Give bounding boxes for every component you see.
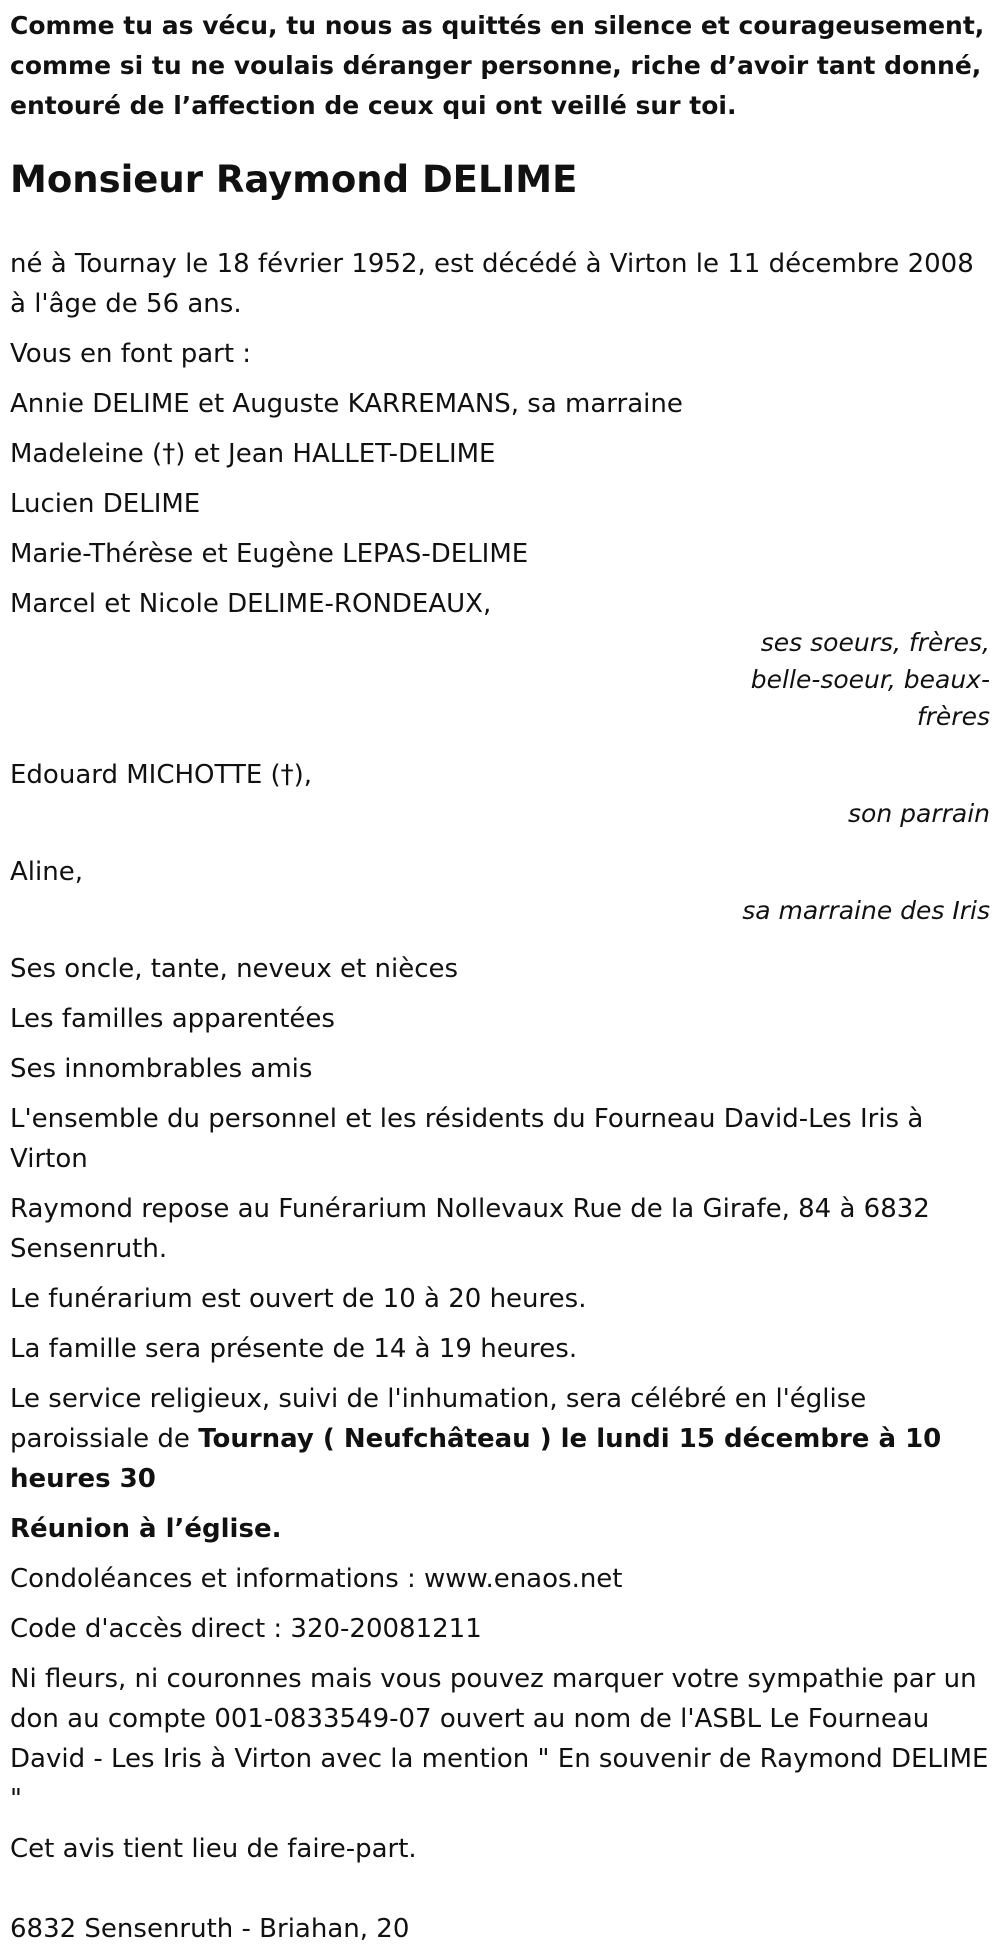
others-line-2: Les familles apparentées	[10, 1004, 335, 1034]
obituary-content	[10, 6, 990, 1949]
poem-text: Comme tu as vécu, tu nous as quittés en silence et courageusement, comme si tu ne voulais déranger personne, riche d’avoir tant donné, entouré de l’affection de ceux qui ont veillé sur toi.	[10, 11, 985, 120]
reunion-text: Réunion à l’église.	[10, 1514, 282, 1544]
aline-name: Aline,	[10, 857, 83, 887]
access-code-text: Code d'accès direct : 320-20081211	[10, 1614, 482, 1644]
aline-relation: sa marraine des Iris	[742, 896, 990, 925]
family-relation: ses soeurs, frères, belle-soeur, beaux-frères	[750, 628, 990, 731]
family-line-5: Marcel et Nicole DELIME-RONDEAUX,	[10, 589, 492, 619]
condolences-text: Condoléances et informations : www.enaos.net	[10, 1564, 623, 1594]
others-line-1: Ses oncle, tante, neveux et nièces	[10, 954, 459, 984]
others-line-6: Le funérarium est ouvert de 10 à 20 heures.	[10, 1284, 587, 1314]
deceased-name: Monsieur Raymond DELIME	[10, 158, 578, 201]
others-line-7: La famille sera présente de 14 à 19 heures.	[10, 1334, 578, 1364]
others-line-5: Raymond repose au Funérarium Nollevaux Rue de la Girafe, 84 à 6832 Sensenruth.	[10, 1194, 930, 1264]
notice-text: Cet avis tient lieu de faire-part.	[10, 1834, 417, 1864]
godfather-relation: son parrain	[848, 799, 990, 828]
announce-text: Vous en font part :	[10, 339, 252, 369]
service-prefix: Le service religieux, suivi de l'inhumation, sera célébré en l'église paroissiale de	[10, 1384, 867, 1454]
obituary-page	[0, 6, 1000, 1945]
others-line-4: L'ensemble du personnel et les résidents du Fourneau David-Les Iris à Virton	[10, 1104, 924, 1174]
birth-death-text: né à Tournay le 18 février 1952, est décédé à Virton le 11 décembre 2008 à l'âge de 56 ans.	[10, 249, 974, 319]
donation-text: Ni fleurs, ni couronnes mais vous pouvez marquer votre sympathie par un don au compte 001-0833549-07 ouvert au nom de l'ASBL Le Fourneau David - Les Iris à Virton avec la mention " En souvenir de Raymond DELIME "	[10, 1664, 989, 1814]
others-line-3: Ses innombrables amis	[10, 1054, 313, 1084]
family-line-3: Lucien DELIME	[10, 489, 201, 519]
service-text	[10, 1379, 990, 1499]
address-text: 6832 Sensenruth - Briahan, 20	[10, 1914, 410, 1944]
family-line-2: Madeleine (†) et Jean HALLET-DELIME	[10, 439, 496, 469]
family-line-4: Marie-Thérèse et Eugène LEPAS-DELIME	[10, 539, 529, 569]
service-details: Tournay ( Neufchâteau ) le lundi 15 décembre à 10 heures 30	[10, 1424, 942, 1494]
godfather-name: Edouard MICHOTTE (†),	[10, 760, 313, 790]
family-line-1: Annie DELIME et Auguste KARREMANS, sa marraine	[10, 389, 683, 419]
